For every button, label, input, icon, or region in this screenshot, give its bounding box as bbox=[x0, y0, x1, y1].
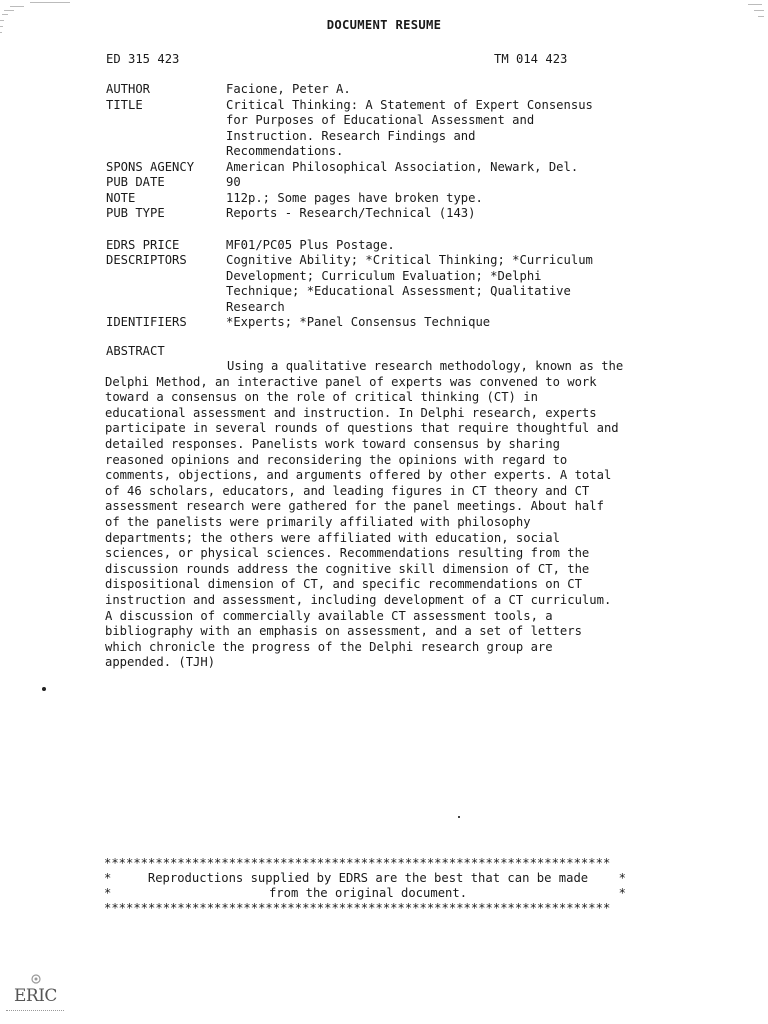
notice-text: from the original document. bbox=[268, 886, 468, 900]
field-label: TITLE bbox=[106, 97, 143, 112]
reproduction-notice bbox=[104, 856, 634, 916]
field-note bbox=[106, 191, 706, 207]
scan-speck bbox=[42, 687, 46, 691]
notice-line-1 bbox=[104, 871, 634, 886]
field-author bbox=[106, 82, 706, 98]
field-label: IDENTIFIERS bbox=[106, 315, 187, 329]
field-value: American Philosophical Association, Newark, Del. bbox=[226, 159, 579, 174]
star-edge: * bbox=[618, 871, 626, 885]
field-value: Facione, Peter A. bbox=[226, 82, 351, 96]
field-value: *Experts; *Panel Consensus Technique bbox=[226, 315, 491, 329]
field-pub-date bbox=[106, 175, 706, 191]
abstract-body: Using a qualitative research methodology, known as the Delphi Method, an interactive panel of experts was convened to work toward a consensus on the role of critical thinking (CT) in educational assessment and instruction. In Delphi research, experts participate in several rounds of questions that require thoughtful and detailed responses. Panelists work toward consensus by sharing reasoned opinions and reconsidering the opinions with regard to comments, objections, and arguments offered by other experts. A total of 46 scholars, educators, and leading figures in CT theory and CT assessment research were gathered for the panel meetings. About half of the panelists were primarily affiliated with philosophy departments; the others were affiliated with education, social sciences, or physical sciences. Recommendations resulting from the discussion rounds address the cognitive skill dimension of CT, the dispositional dimension of CT, and specific recommendations on CT instruction and assessment, including development of a CT curriculum. A discussion of commercially available CT assessment tools, a bibliography with an emphasis on assessment, and a set of letters which chronicle the progress of the Delphi research group are appended. (TJH) bbox=[105, 359, 624, 670]
notice-text: Reproductions supplied by EDRS are the best that can be made bbox=[147, 871, 589, 885]
field-value: 90 bbox=[226, 175, 241, 189]
tm-number: TM 014 423 bbox=[494, 52, 568, 66]
field-spons-agency bbox=[106, 160, 706, 176]
field-label: EDRS PRICE bbox=[106, 237, 180, 252]
star-border-top: ********************************************************************* bbox=[104, 856, 611, 870]
eric-logo-text: ERIC bbox=[14, 986, 57, 1006]
field-value: MF01/PC05 Plus Postage. bbox=[226, 237, 395, 252]
field-value: 112p.; Some pages have broken type. bbox=[226, 190, 483, 205]
field-label: AUTHOR bbox=[106, 82, 151, 96]
field-title bbox=[106, 98, 706, 160]
field-value: Reports - Research/Technical (143) bbox=[226, 206, 476, 220]
spacer bbox=[106, 222, 706, 238]
field-value: Critical Thinking: A Statement of Expert Consensus for Purposes of Educational Assessment and Instruction. Research Findings and Recommendations. bbox=[226, 97, 593, 158]
field-label: PUB TYPE bbox=[106, 206, 165, 220]
field-value: Cognitive Ability; *Critical Thinking; *Curriculum Development; Curriculum Evaluation; *Delphi Technique; *Educational Assessment; Qualitative Research bbox=[226, 253, 593, 314]
field-identifiers bbox=[106, 315, 706, 331]
field-label: NOTE bbox=[106, 190, 136, 205]
star-edge: * bbox=[104, 871, 112, 885]
document-title: DOCUMENT RESUME bbox=[326, 18, 442, 32]
citation-fields bbox=[106, 82, 706, 331]
ed-number: ED 315 423 bbox=[106, 52, 180, 66]
notice-line-2 bbox=[104, 886, 634, 901]
field-label: PUB DATE bbox=[106, 175, 165, 189]
scan-speck bbox=[458, 816, 460, 818]
field-label: DESCRIPTORS bbox=[106, 253, 187, 267]
star-border-bottom: ********************************************************************* bbox=[104, 901, 611, 915]
field-pub-type bbox=[106, 206, 706, 222]
field-edrs-price bbox=[106, 238, 706, 254]
star-edge: * bbox=[104, 886, 112, 900]
field-label: SPONS AGENCY bbox=[106, 159, 195, 174]
abstract-heading: ABSTRACT bbox=[106, 344, 165, 358]
star-edge: * bbox=[618, 886, 626, 900]
field-descriptors bbox=[106, 253, 706, 315]
eric-logo-underline bbox=[6, 1010, 64, 1015]
